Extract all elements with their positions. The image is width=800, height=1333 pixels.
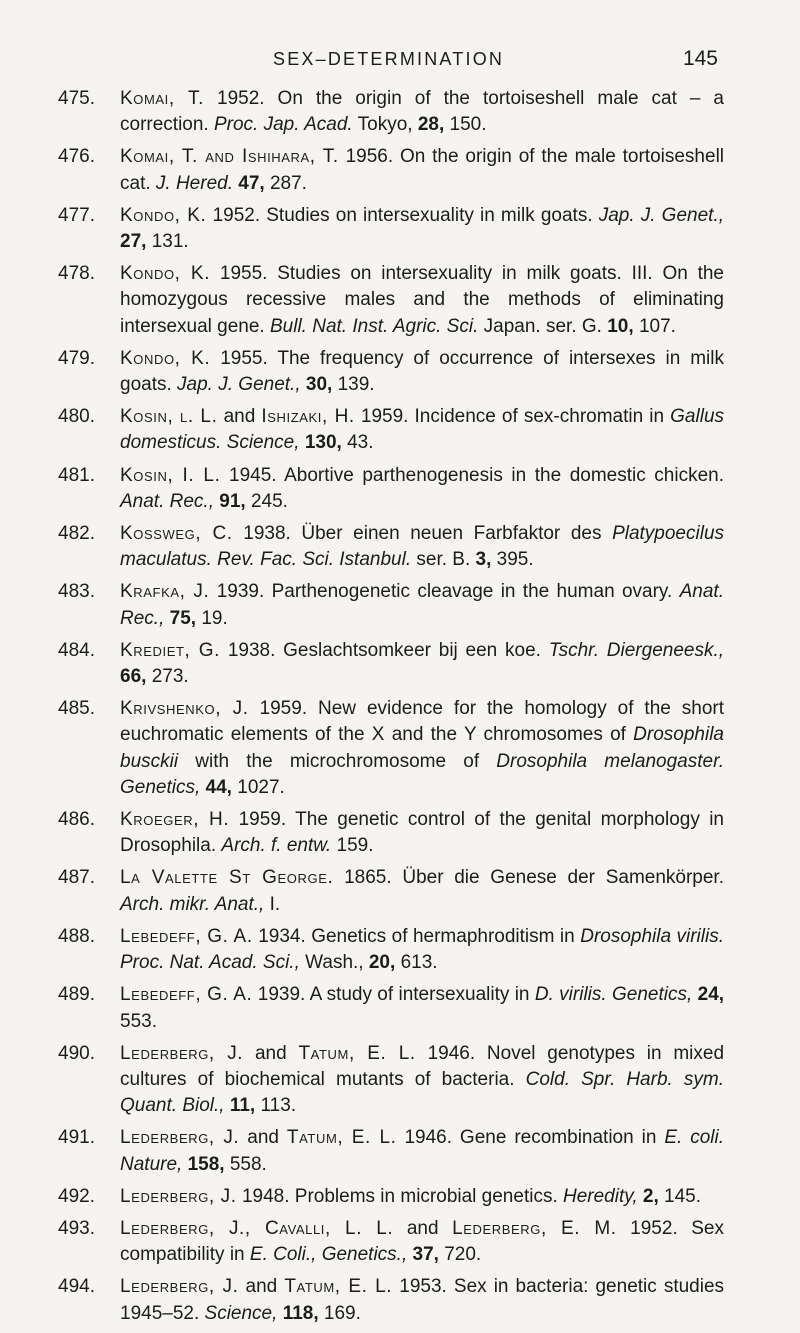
- reference-authors: Lederberg, J., Cavalli, L. L.: [120, 1217, 394, 1239]
- reference-pages: 613.: [400, 952, 438, 974]
- reference-pages: 43.: [347, 432, 374, 454]
- reference-authors: Ishizaki, H.: [261, 406, 355, 428]
- reference-species: Drosophila busckii: [120, 724, 724, 772]
- reference-pages: 19.: [201, 607, 228, 629]
- reference-authors: Krivshenko, J.: [120, 698, 249, 720]
- reference-authors: La Valette St George.: [120, 867, 334, 889]
- reference-authors: Krediet, G.: [120, 639, 221, 661]
- reference-item: [58, 521, 725, 573]
- reference-volume: 10,: [607, 315, 634, 337]
- reference-volume: 28,: [417, 114, 445, 136]
- reference-item: [58, 1041, 725, 1120]
- running-title: SEX–DETERMINATION: [273, 49, 505, 69]
- reference-place: ser. B.: [416, 549, 471, 571]
- reference-authors: Kondo, K.: [120, 347, 211, 369]
- reference-item: [58, 982, 725, 1034]
- reference-pages: 139.: [337, 374, 375, 396]
- reference-title: 1953. Sex in bacteria: genetic studies 1945–52.: [120, 1276, 725, 1324]
- reference-species: Gallus domesticus.: [120, 406, 725, 454]
- reference-species: Platypoecilus maculatus.: [120, 523, 725, 571]
- reference-number: 483.: [58, 581, 95, 603]
- reference-pages: I.: [269, 893, 281, 915]
- reference-authors: Lederberg, J.: [120, 1185, 237, 1207]
- reference-authors: Tatum, E. L.: [298, 1042, 416, 1064]
- reference-number: 492.: [58, 1185, 95, 1207]
- reference-title: 1952. Studies on intersexuality in milk goats.: [212, 204, 593, 226]
- reference-authors: Krafka, J.: [120, 581, 210, 603]
- reference-title: 1939. A study of intersexuality in: [257, 984, 530, 1006]
- reference-volume: 2,: [642, 1185, 659, 1207]
- reference-title: 1952. Sex compatibility in: [120, 1217, 724, 1266]
- reference-volume: 37,: [412, 1244, 439, 1266]
- reference-title: 1955. The frequency of occurrence of intersexes in milk goats.: [120, 347, 724, 396]
- reference-title: 1956. On the origin of the male tortoiseshell cat.: [120, 146, 725, 194]
- reference-title: 1959. New evidence for the homology of the short euchromatic elements of the X and the Y chromosomes of: [120, 698, 724, 746]
- reference-list: [58, 86, 725, 1333]
- reference-title: 1939. Parthenogenetic cleavage in the human ovary.: [216, 581, 673, 603]
- reference-journal: Genetics.,: [321, 1244, 408, 1266]
- reference-item: [58, 1125, 725, 1177]
- reference-number: 486.: [58, 809, 95, 831]
- reference-pages: 245.: [250, 490, 288, 512]
- reference-number: 490.: [58, 1042, 95, 1064]
- reference-volume: 130,: [304, 432, 342, 454]
- page-header: [90, 47, 720, 77]
- reference-authors: Lederberg, E. M.: [452, 1217, 617, 1239]
- reference-title: 1946. Novel genotypes in mixed cultures of biochemical mutants of bacteria.: [120, 1042, 725, 1090]
- reference-number: 485.: [58, 698, 95, 720]
- reference-number: 475.: [58, 88, 95, 109]
- reference-title: 1946. Gene recombination in: [404, 1127, 657, 1149]
- reference-species: Drosophila virilis.: [580, 925, 725, 947]
- reference-journal: Anat. Rec.,: [120, 581, 724, 629]
- page-number: 145: [682, 47, 718, 70]
- reference-journal: Arch. f. entw.: [221, 835, 332, 857]
- reference-journal: Proc. Jap. Acad.: [213, 114, 353, 136]
- reference-joiner: and: [406, 1217, 439, 1239]
- reference-volume: 75,: [169, 607, 197, 629]
- reference-place: Wash.,: [305, 952, 364, 974]
- reference-number: 484.: [58, 639, 95, 661]
- reference-number: 493.: [58, 1217, 95, 1239]
- reference-item: [58, 865, 724, 917]
- reference-volume: 47,: [238, 172, 265, 194]
- reference-volume: 66,: [120, 666, 147, 688]
- reference-volume: 118,: [282, 1302, 319, 1324]
- reference-authors: Lebedeff, G. A.: [120, 984, 253, 1006]
- reference-number: 477.: [58, 204, 95, 226]
- reference-item: [58, 261, 724, 340]
- reference-volume: 24,: [697, 984, 725, 1006]
- reference-authors: Kosin, l. L.: [120, 406, 218, 428]
- reference-authors: Kondo, K.: [120, 263, 211, 285]
- reference-number: 487.: [58, 867, 95, 889]
- reference-title: 1938. Über einen neuen Farbfaktor des: [243, 523, 602, 545]
- reference-authors: Lederberg, J.: [120, 1127, 240, 1149]
- reference-number: 476.: [58, 146, 95, 168]
- reference-volume: 20,: [368, 952, 396, 974]
- reference-title: 1959. The genetic control of the genital morphology in Drosophila.: [120, 809, 724, 857]
- reference-journal: Cold. Spr. Harb. sym. Quant. Biol.,: [120, 1068, 724, 1117]
- reference-number: 478.: [58, 263, 95, 285]
- reference-title: 1865. Über die Genese der Samenkörper.: [344, 867, 724, 889]
- reference-pages: 169.: [323, 1302, 361, 1324]
- reference-number: 494.: [58, 1276, 95, 1298]
- reference-item: [58, 463, 725, 515]
- reference-authors: Lebedeff, G. A.: [120, 925, 253, 947]
- reference-journal: Science,: [204, 1302, 278, 1324]
- reference-place: Tokyo,: [357, 114, 413, 136]
- reference-item: [58, 86, 725, 138]
- reference-journal: Genetics,: [120, 776, 201, 798]
- reference-pages: 131.: [151, 231, 189, 253]
- reference-pages: 113.: [260, 1095, 297, 1117]
- reference-authors: Tatum, E. L.: [284, 1276, 393, 1298]
- reference-pages: 1027.: [237, 776, 285, 798]
- reference-authors: Kondo, K.: [120, 204, 207, 226]
- reference-pages: 107.: [638, 315, 676, 337]
- reference-number: 488.: [58, 925, 95, 947]
- reference-journal: Science,: [226, 432, 300, 454]
- reference-authors: Lederberg, J.: [120, 1276, 239, 1298]
- reference-title: 1945. Abortive parthenogenesis in the domestic chicken.: [229, 464, 725, 486]
- reference-volume: 91,: [219, 490, 246, 512]
- reference-volume: 27,: [120, 231, 147, 253]
- reference-journal: Jap. J. Genet.,: [598, 204, 724, 226]
- reference-pages: 395.: [496, 549, 534, 571]
- reference-journal: J. Hered.: [155, 172, 233, 194]
- reference-pages: 145.: [664, 1185, 702, 1207]
- reference-joiner: and: [223, 406, 256, 428]
- reference-joiner: and: [245, 1276, 278, 1298]
- reference-authors: Tatum, E. L.: [286, 1127, 397, 1149]
- reference-item: [58, 404, 725, 456]
- reference-journal: Tschr. Diergeneesk.,: [548, 639, 725, 661]
- reference-species: E. coli.: [664, 1127, 725, 1149]
- reference-pages: 287.: [269, 172, 307, 194]
- reference-species: Drosophila melanogaster.: [496, 750, 724, 772]
- reference-item: [58, 924, 725, 976]
- reference-item: [58, 696, 724, 801]
- reference-place: Japan. ser. G.: [483, 315, 602, 337]
- reference-number: 481.: [58, 464, 95, 486]
- reference-number: 482.: [58, 523, 95, 545]
- reference-title: 1938. Geslachtsomkeer bij een koe.: [227, 639, 541, 661]
- reference-authors: Kossweg, C.: [120, 523, 233, 545]
- reference-journal: Proc. Nat. Acad. Sci.,: [120, 952, 300, 974]
- reference-volume: 158,: [187, 1153, 225, 1175]
- reference-species: D. virilis.: [534, 984, 607, 1006]
- reference-volume: 30,: [305, 374, 333, 396]
- reference-item: [58, 203, 724, 255]
- reference-pages: 558.: [229, 1153, 267, 1175]
- reference-item: [58, 1274, 725, 1326]
- reference-joiner: and: [247, 1127, 279, 1149]
- reference-title: 1959. Incidence of sex-chromatin in: [360, 406, 665, 428]
- reference-journal: Nature,: [120, 1153, 183, 1175]
- reference-journal: Rev. Fac. Sci. Istanbul.: [217, 549, 412, 571]
- reference-pages: 720.: [444, 1244, 482, 1266]
- reference-authors: Kroeger, H.: [120, 809, 230, 831]
- reference-authors: Komai, T. and Ishihara, T.: [120, 146, 339, 168]
- reference-volume: 44,: [205, 776, 232, 798]
- reference-title: 1952. On the origin of the tortoiseshell male cat – a correction.: [120, 88, 725, 136]
- reference-journal: Arch. mikr. Anat.,: [120, 893, 265, 915]
- reference-journal: Bull. Nat. Inst. Agric. Sci.: [270, 315, 479, 337]
- reference-item: [58, 346, 724, 398]
- reference-item: [58, 579, 724, 631]
- reference-item: [58, 807, 724, 859]
- reference-number: 480.: [58, 406, 95, 428]
- reference-title: 1934. Genetics of hermaphroditism in: [258, 925, 575, 947]
- reference-number: 491.: [58, 1127, 95, 1149]
- reference-journal: Jap. J. Genet.,: [177, 374, 301, 396]
- reference-item: [58, 1216, 724, 1268]
- reference-item: [58, 1184, 724, 1210]
- reference-title: 1955. Studies on intersexuality in milk goats. III. On the homozygous recessive males and the methods of eliminating intersexual gene.: [120, 263, 724, 337]
- reference-pages: 553.: [120, 1010, 157, 1032]
- reference-volume: 11,: [229, 1095, 256, 1117]
- reference-journal: Genetics,: [612, 984, 693, 1006]
- reference-authors: Lederberg, J.: [120, 1042, 244, 1064]
- reference-title: 1948. Problems in microbial genetics.: [241, 1185, 558, 1207]
- reference-pages: 159.: [336, 835, 374, 857]
- reference-volume: 3,: [475, 549, 492, 571]
- reference-number: 479.: [58, 347, 95, 369]
- reference-joiner: and: [254, 1042, 287, 1064]
- reference-journal: Heredity,: [563, 1185, 638, 1207]
- reference-item: [58, 144, 725, 196]
- reference-species: E. Coli.,: [249, 1244, 317, 1266]
- reference-authors: Komai, T.: [120, 88, 205, 109]
- reference-text: with the microchromosome of: [195, 750, 480, 772]
- reference-item: [58, 638, 725, 690]
- reference-number: 489.: [58, 984, 95, 1006]
- reference-pages: 150.: [449, 114, 487, 136]
- reference-journal: Anat. Rec.,: [120, 490, 214, 512]
- reference-pages: 273.: [151, 666, 189, 688]
- reference-authors: Kosin, I. L.: [120, 464, 221, 486]
